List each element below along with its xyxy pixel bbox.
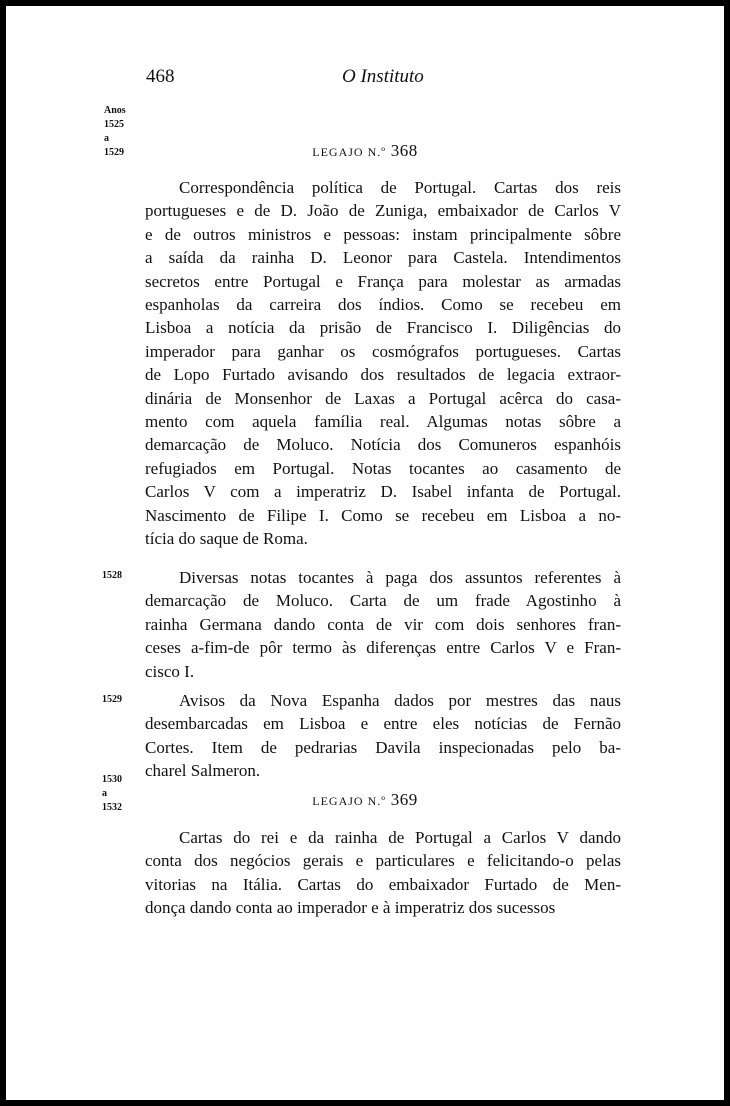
book-page xyxy=(6,6,724,1100)
text-line: vitorias na Itália. Cartas do embaixador Furtado de Men- xyxy=(145,874,621,894)
text-line: espanholas da carreira dos índios. Como se recebeu em xyxy=(145,295,621,315)
margin-note-line: a xyxy=(102,788,107,799)
paragraph-3 xyxy=(145,689,621,783)
margin-note-line: 1529 xyxy=(102,694,122,705)
margin-note-line: 1529 xyxy=(104,147,124,158)
legajo-label: LEGAJO N.º xyxy=(312,794,386,808)
running-title: O Instituto xyxy=(342,66,424,87)
margin-note-line: 1525 xyxy=(104,119,124,130)
text-line: a saída da rainha D. Leonor para Castela. Intendimentos xyxy=(145,248,621,268)
text-line: refugiados em Portugal. Notas tocantes ao casamento de xyxy=(145,458,621,478)
text-line: Lisboa a notícia da prisão de Francisco I. Diligências do xyxy=(145,318,621,338)
margin-note-line: 1532 xyxy=(102,802,122,813)
legajo-number: 369 xyxy=(390,790,418,809)
text-line: Avisos da Nova Espanha dados por mestres das naus xyxy=(179,691,621,710)
margin-note-line: 1528 xyxy=(102,570,122,581)
text-line: e de outros ministros e pessoas: instam principalmente sôbre xyxy=(145,224,621,244)
text-line: Nascimento de Filipe I. Como se recebeu em Lisboa a no- xyxy=(145,505,621,525)
text-line: charel Salmeron. xyxy=(145,761,261,781)
text-line: Carlos V com a imperatriz D. Isabel infanta de Portugal. xyxy=(145,482,621,502)
text-line: ceses a-fim-de pôr termo às diferenças entre Carlos V e Fran- xyxy=(145,638,621,658)
text-line: desembarcadas em Lisboa e entre eles notícias de Fernão xyxy=(145,714,621,734)
text-line: cisco I. xyxy=(145,661,195,681)
text-line: conta dos negócios gerais e particulares e felicitando-o pelas xyxy=(145,851,621,871)
text-line: dinária de Monsenhor de Laxas a Portugal acêrca do casa- xyxy=(145,388,621,408)
legajo-369-heading xyxy=(6,790,724,810)
margin-note-line: 1530 xyxy=(102,774,122,785)
text-line: Cartas do rei e da rainha de Portugal a Carlos V dando xyxy=(179,828,621,847)
text-line: mento com aquela família real. Algumas notas sôbre a xyxy=(145,412,621,432)
text-line: demarcação de Moluco. Carta de um frade Agostinho à xyxy=(145,591,621,611)
text-line: Cortes. Item de pedrarias Davila inspecionadas pelo ba- xyxy=(145,737,621,757)
paragraph-2 xyxy=(145,566,621,683)
legajo-label: LEGAJO N.º xyxy=(312,145,386,159)
margin-note-line: Anos xyxy=(104,105,126,116)
legajo-368-heading xyxy=(6,141,724,161)
paragraph-4 xyxy=(145,826,621,920)
page-number: 468 xyxy=(146,66,175,87)
legajo-number: 368 xyxy=(390,141,418,160)
text-line: imperador para ganhar os cosmógrafos portugueses. Cartas xyxy=(145,341,621,361)
text-line: rainha Germana dando conta de vir com dois senhores fran- xyxy=(145,614,621,634)
text-line: donça dando conta ao imperador e à imperatriz dos sucessos xyxy=(145,898,556,918)
text-line: demarcação de Moluco. Notícia dos Comuneros espanhóis xyxy=(145,435,621,455)
text-line: secretos entre Portugal e França para molestar as armadas xyxy=(145,271,621,291)
text-line: de Lopo Furtado avisando dos resultados de legacia extraor- xyxy=(145,365,621,385)
paragraph-1 xyxy=(145,176,621,551)
margin-note-line: a xyxy=(104,133,109,144)
text-line: Diversas notas tocantes à paga dos assuntos referentes à xyxy=(179,568,621,587)
text-line: Correspondência política de Portugal. Cartas dos reis xyxy=(179,178,621,197)
text-line: tícia do saque de Roma. xyxy=(145,529,308,549)
text-line: portugueses e de D. João de Zuniga, embaixador de Carlos V xyxy=(145,201,621,221)
